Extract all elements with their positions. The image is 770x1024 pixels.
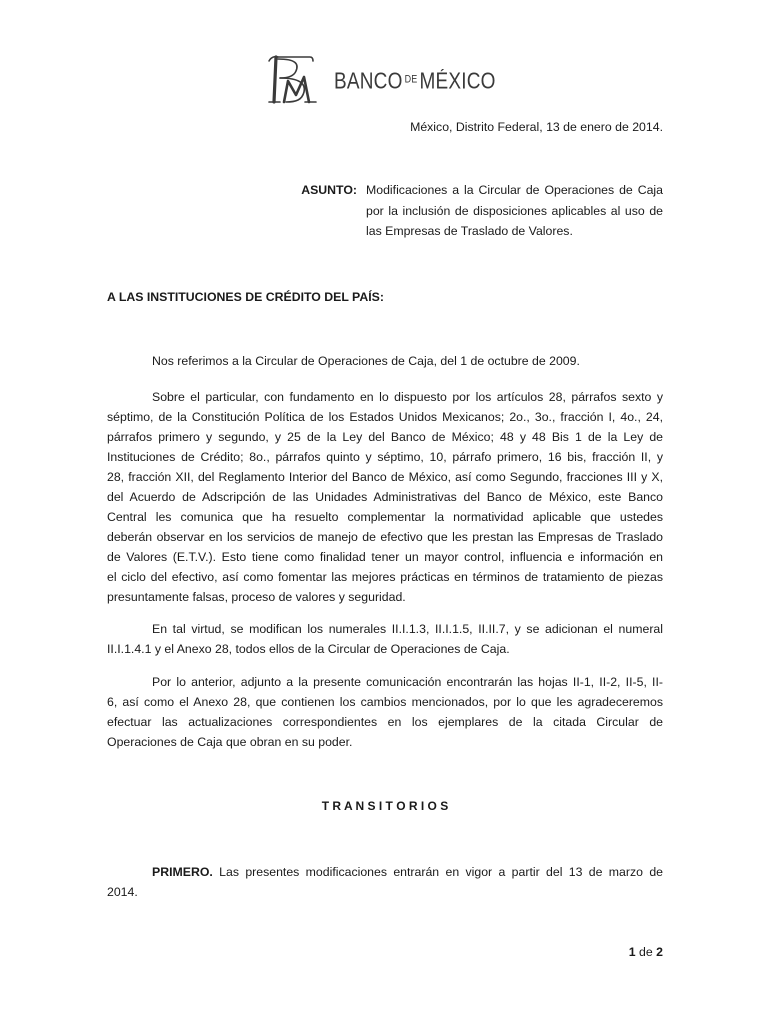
- body-paragraph: [107, 387, 663, 607]
- page-total: 2: [656, 945, 663, 959]
- paragraph-line: Central les comunica que ha resuelto complementar la normatividad aplicable que ustedes: [107, 510, 663, 524]
- date-line: México, Distrito Federal, 13 de enero de 2014.: [410, 120, 663, 134]
- paragraph-line: En tal virtud, se modifican los numerales II.I.1.3, II.I.1.5, II.II.7, y se adicionan el numeral: [152, 622, 663, 636]
- paragraph-line: Operaciones de Caja que obran en su poder.: [107, 735, 353, 749]
- paragraph-line: Nos referimos a la Circular de Operaciones de Caja, del 1 de octubre de 2009.: [152, 354, 580, 368]
- transitory-text: Las presentes modificaciones entrarán en vigor a partir del 13 de marzo de: [219, 865, 663, 879]
- paragraph-line: Instituciones de Crédito; 8o., párrafos quinto y séptimo, 10, párrafo primero, 16 bis, fracción II, y: [107, 450, 663, 464]
- body-paragraph: [107, 619, 663, 659]
- section-title: T R A N S I T O R I O S: [321, 799, 449, 813]
- subject-text: [366, 180, 663, 242]
- paragraph-line: de Valores (E.T.V.). Esto tiene como finalidad tener un mayor control, influencia e información en: [107, 550, 663, 564]
- subject-label: ASUNTO:: [301, 183, 357, 197]
- subject-line: las Empresas de Traslado de Valores.: [366, 224, 573, 238]
- addressee-heading: A LAS INSTITUCIONES DE CRÉDITO DEL PAÍS:: [107, 290, 384, 304]
- transitory-paragraph: [107, 862, 663, 902]
- paragraph-line: II.I.1.4.1 y el Anexo 28, todos ellos de la Circular de Operaciones de Caja.: [107, 642, 510, 656]
- body-paragraph: [107, 672, 663, 752]
- paragraph-line: el ciclo del efectivo, así como fomentar las mejores prácticas en términos de tratamiento de piezas: [107, 570, 663, 584]
- paragraph-line: séptimo, de la Constitución Política de los Estados Unidos Mexicanos; 2o., 3o., fracción I, 4o., 24,: [107, 410, 663, 424]
- logo-word-de: DE: [404, 73, 418, 85]
- page-number: [107, 942, 663, 962]
- paragraph-line: presuntamente falsas, proceso de valores y seguridad.: [107, 590, 406, 604]
- paragraph-line: del Acuerdo de Adscripción de las Unidades Administrativas del Banco de México, este Banco: [107, 490, 663, 504]
- body-paragraph: [107, 351, 663, 371]
- paragraph-line: efectuar las actualizaciones correspondientes en los ejemplares de la citada Circular de: [107, 715, 663, 729]
- logo-word-banco: BANCO: [334, 69, 403, 95]
- logo-word-mexico: MÉXICO: [419, 69, 496, 95]
- paragraph-line: 28, fracción XII, del Reglamento Interior del Banco de México, así como Segundo, fracciones III y X,: [107, 470, 663, 484]
- banco-de-mexico-monogram-icon: [266, 54, 320, 106]
- paragraph-line: párrafos primero y segundo, y 25 de la Ley del Banco de México; 48 y 48 Bis 1 de la Ley de: [107, 430, 663, 444]
- transitory-label: PRIMERO.: [152, 865, 213, 879]
- paragraph-line: Por lo anterior, adjunto a la presente comunicación encontrarán las hojas II-1, II-2, II-5, II-: [152, 675, 663, 689]
- paragraph-line: 6, así como el Anexo 28, que contienen los cambios mencionados, por lo que les agradeceremos: [107, 695, 663, 709]
- page-current: 1: [628, 945, 636, 959]
- page-separator: de: [639, 945, 653, 959]
- subject-line: por la inclusión de disposiciones aplicables al uso de: [366, 203, 663, 218]
- logo-wordmark: [334, 63, 496, 94]
- paragraph-line: [107, 862, 663, 882]
- paragraph-line: deberán observar en los servicios de manejo de efectivo que les prestan las Empresas de Traslado: [107, 530, 663, 544]
- paragraph-line: 2014.: [107, 885, 138, 899]
- subject-line: Modificaciones a la Circular de Operaciones de Caja: [366, 183, 663, 197]
- paragraph-line: Sobre el particular, con fundamento en lo dispuesto por los artículos 28, párrafos sexto y: [152, 390, 663, 404]
